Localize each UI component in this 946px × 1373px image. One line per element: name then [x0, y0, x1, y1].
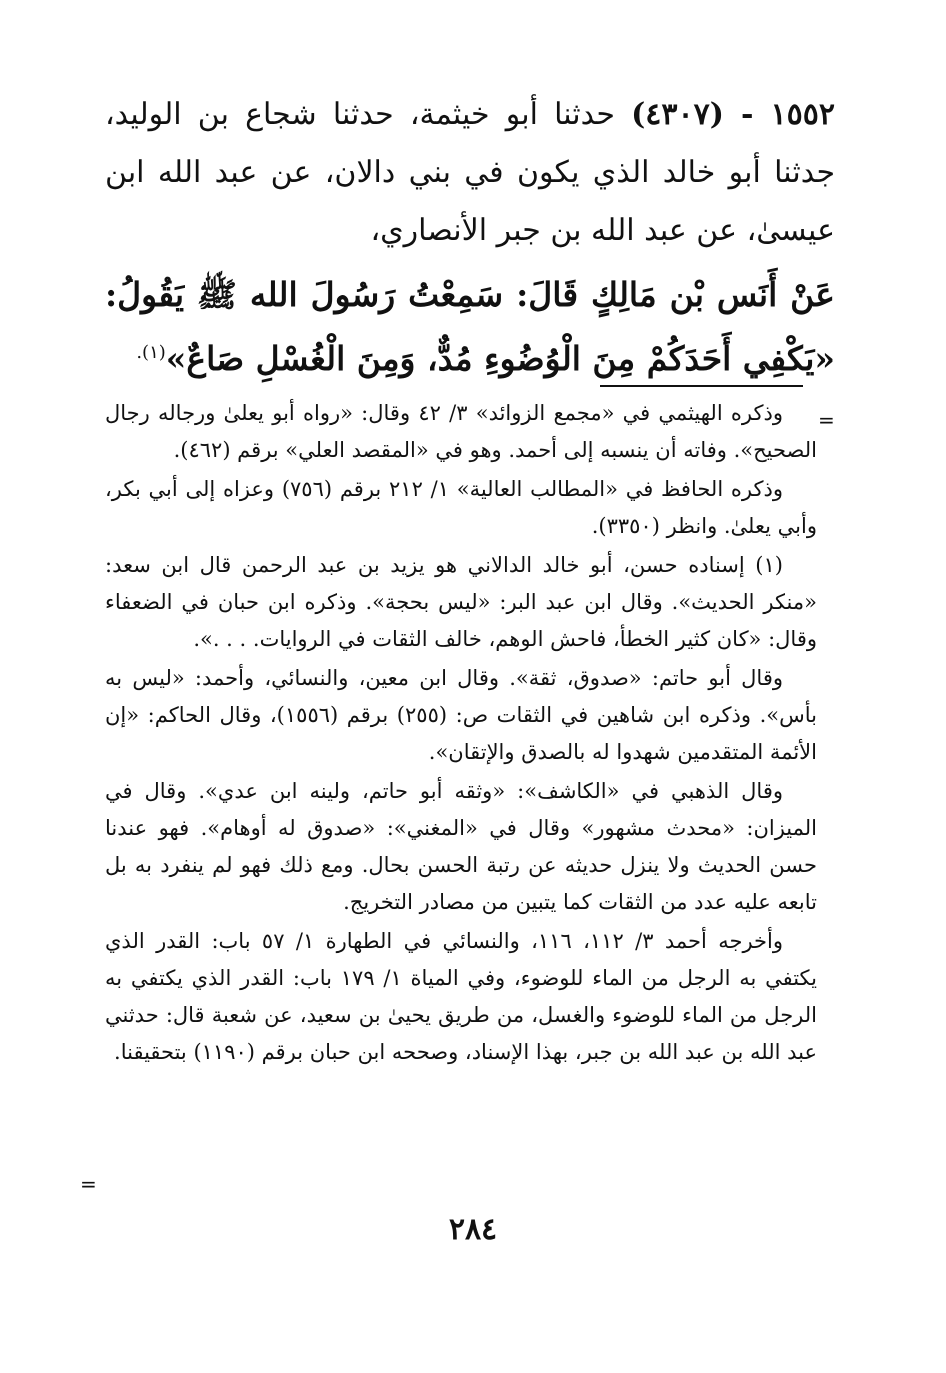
- footnote-paragraph: وذكره الهيثمي في «مجمع الزوائد» ٣/ ٤٢ وقال: «رواه أبو يعلىٰ ورجاله رجال الصحيح». وفاته أن ينسبه إلى أحمد. وهو في «المقصد العلي» برقم (٤٦٢).: [105, 401, 817, 462]
- hadith-isnad: حدثنا أبو خيثمة، حدثنا شجاع بن الوليد، جدثنا أبو خالد الذي يكون في بني دالان، عن عبد الله ابن عيسىٰ، عن عبد الله بن جبر الأنصاري،: [105, 97, 836, 248]
- footnote-paragraph: وقال أبو حاتم: «صدوق، ثقة». وقال ابن معين، والنسائي، وأحمد: «ليس به بأس». وذكره ابن شاهين في الثقات ص: (٢٥٥) برقم (١٥٥٦)، وقال الحاكم: «إن الأئمة المتقدمين شهدوا له بالصدق والإتقان».: [105, 666, 817, 764]
- hadith-block: [105, 86, 835, 388]
- footnote-marker: (١).: [136, 342, 166, 363]
- footnote-paragraph: (١) إسناده حسن، أبو خالد الدالاني هو يزيد بن عبد الرحمن قال ابن سعد: «منكر الحديث». وقال ابن عبد البر: «ليس بحجة». وذكره ابن حبان في الضعفاء وقال: «كان كثير الخطأ، فاحش الوهم، خالف الثقات في الروايات. . . .».: [105, 553, 817, 651]
- footnote-paragraph: وقال الذهبي في «الكاشف»: «وثقه أبو حاتم، ولينه ابن عدي». وقال في الميزان: «محدث مشهور» وقال في «المغني»: «صدوق له أوهام». فهو عندنا حسن الحديث ولا ينزل حديثه عن رتبة الحسن بحال. ومع ذلك فهو لم ينفرد به بل تابعه عليه عدد من الثقات كما يتبين من مصادر التخريج.: [105, 779, 817, 914]
- footnote-paragraph: وأخرجه أحمد ٣/ ١١٢، ١١٦، والنسائي في الطهارة ١/ ٥٧ باب: القدر الذي يكتفي به الرجل من الماء للوضوء، وفي المياة ١/ ١٧٩ باب: القدر الذي يكتفي به الرجل من الماء للوضوء والغسل، من طريق يحيىٰ بن سعيد، عن شعبة قال: حدثني عبد الله بن عبد الله بن جبر، بهذا الإسناد، وصححه ابن حبان برقم (١١٩٠) بتحقيقنا.: [105, 929, 817, 1064]
- hadith-header: [105, 86, 835, 260]
- hadith-matn-text: عَنْ أَنَس بْن مَالِكٍ قَالَ: سَمِعْتُ رَسُولَ الله ﷺ يَقُولُ: «يَكْفِي أَحَدَكُمْ مِنَ الْوُضُوءِ مُدٌّ، وَمِنَ الْغُسْلِ صَاعٌ»: [105, 275, 835, 378]
- footnotes: [105, 395, 817, 1073]
- footnote-separator: [600, 385, 803, 387]
- page-number: ٢٨٤: [448, 1212, 498, 1247]
- hadith-number: ١٥٥٢ - (٤٣٠٧): [631, 97, 835, 132]
- continuation-marker-bottom: =: [80, 1172, 97, 1196]
- footnote-paragraph: وذكره الحافظ في «المطالب العالية» ١/ ٢١٢ برقم (٧٥٦) وعزاه إلى أبي بكر، وأبي يعلىٰ. وانظر (٣٣٥٠).: [105, 477, 817, 538]
- continuation-marker-top: =: [818, 408, 835, 432]
- hadith-matn: [105, 266, 835, 388]
